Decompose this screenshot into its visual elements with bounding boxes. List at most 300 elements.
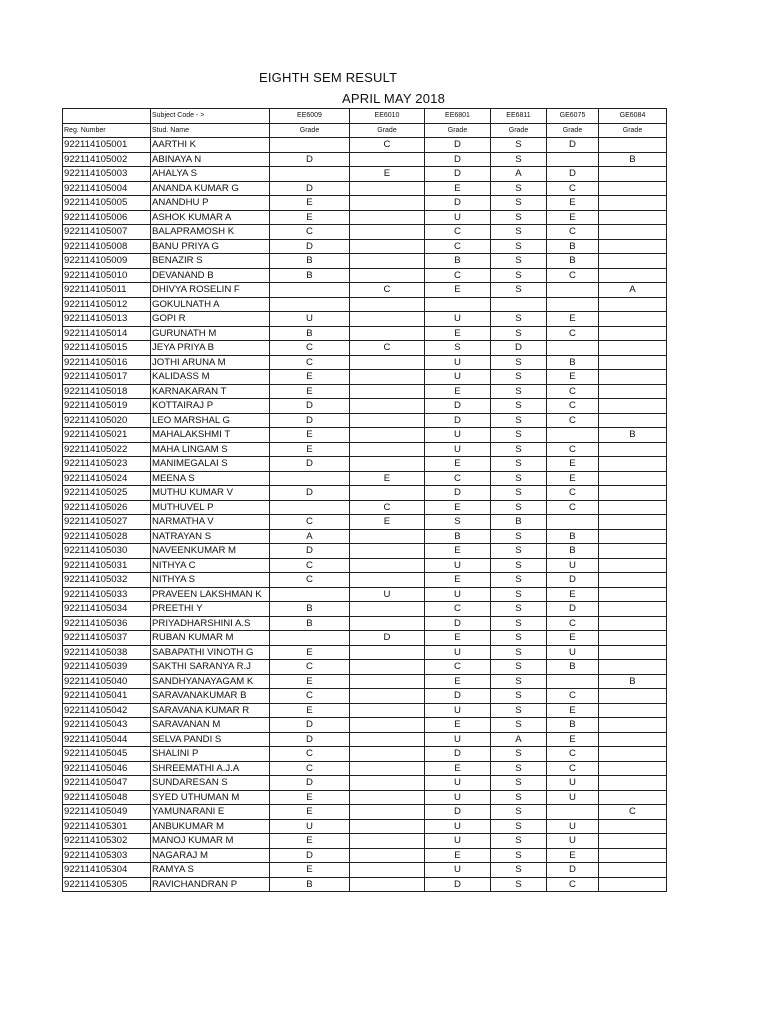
grade-ee6009-cell: D: [270, 413, 350, 428]
grade-ee6801-cell: U: [425, 645, 491, 660]
grade-ee6009-cell: [270, 500, 350, 515]
student-name-cell: ANANDA KUMAR G: [151, 181, 270, 196]
grade-ge6075-cell: E: [547, 196, 599, 211]
grade-ee6010-cell: C: [350, 341, 425, 356]
table-row: [63, 312, 667, 327]
table-row: [63, 761, 667, 776]
grade-ee6010-cell: [350, 297, 425, 312]
student-name-cell: YAMUNARANI E: [151, 805, 270, 820]
grade-ee6009-cell: E: [270, 645, 350, 660]
grade-ee6811-cell: S: [491, 616, 547, 631]
table-row: [63, 239, 667, 254]
grade-ge6084-cell: [599, 167, 667, 182]
grade-ee6801-cell: B: [425, 529, 491, 544]
table-row: [63, 138, 667, 153]
grade-ee6801-cell: C: [425, 225, 491, 240]
grade-ee6009-cell: B: [270, 877, 350, 892]
grade-ge6084-cell: [599, 863, 667, 878]
grade-ge6084-cell: [599, 254, 667, 269]
grade-ge6084-cell: [599, 297, 667, 312]
grade-ee6009-cell: E: [270, 196, 350, 211]
grade-ee6009-cell: E: [270, 863, 350, 878]
reg-number-cell: 922114105031: [63, 558, 151, 573]
grade-header: Grade: [491, 123, 547, 138]
student-name-cell: GOPI R: [151, 312, 270, 327]
grade-ee6009-cell: [270, 167, 350, 182]
student-name-cell: MAHALAKSHMI T: [151, 428, 270, 443]
grade-ee6010-cell: U: [350, 587, 425, 602]
grade-ee6010-cell: [350, 776, 425, 791]
table-row: [63, 790, 667, 805]
student-name-cell: KOTTAIRAJ P: [151, 399, 270, 414]
grade-ge6075-cell: E: [547, 848, 599, 863]
grade-header: Grade: [350, 123, 425, 138]
grade-ee6801-cell: U: [425, 587, 491, 602]
student-name-cell: ABINAYA N: [151, 152, 270, 167]
grade-ge6075-cell: E: [547, 732, 599, 747]
table-row: [63, 689, 667, 704]
subject-code-ge6084: GE6084: [599, 109, 667, 124]
grade-ee6811-cell: S: [491, 399, 547, 414]
grade-ee6811-cell: B: [491, 515, 547, 530]
grade-ee6801-cell: D: [425, 413, 491, 428]
grade-ee6010-cell: [350, 152, 425, 167]
grade-ge6084-cell: [599, 196, 667, 211]
grade-ee6811-cell: S: [491, 239, 547, 254]
grade-ge6084-cell: [599, 370, 667, 385]
reg-number-cell: 922114105007: [63, 225, 151, 240]
grade-ee6009-cell: B: [270, 326, 350, 341]
grade-ee6801-cell: U: [425, 428, 491, 443]
student-name-cell: AHALYA S: [151, 167, 270, 182]
grade-ee6009-cell: C: [270, 761, 350, 776]
student-name-cell: RAVICHANDRAN P: [151, 877, 270, 892]
grade-ge6075-cell: C: [547, 225, 599, 240]
table-row: [63, 674, 667, 689]
grade-ee6010-cell: [350, 834, 425, 849]
results-table: [62, 108, 667, 892]
grade-ge6075-cell: C: [547, 399, 599, 414]
reg-number-cell: 922114105028: [63, 529, 151, 544]
reg-number-cell: 922114105013: [63, 312, 151, 327]
student-name-cell: SELVA PANDI S: [151, 732, 270, 747]
reg-number-cell: 922114105008: [63, 239, 151, 254]
grade-ee6009-cell: D: [270, 486, 350, 501]
grade-ge6075-cell: D: [547, 138, 599, 153]
grade-ge6084-cell: [599, 399, 667, 414]
reg-number-cell: 922114105302: [63, 834, 151, 849]
grade-ge6084-cell: [599, 413, 667, 428]
grade-ee6811-cell: S: [491, 428, 547, 443]
grade-ge6075-cell: U: [547, 776, 599, 791]
grade-ge6075-cell: C: [547, 689, 599, 704]
grade-ee6010-cell: E: [350, 471, 425, 486]
grade-ee6811-cell: S: [491, 674, 547, 689]
grade-ee6801-cell: U: [425, 370, 491, 385]
grade-ee6801-cell: S: [425, 515, 491, 530]
grade-ee6811-cell: S: [491, 660, 547, 675]
grade-ee6811-cell: S: [491, 558, 547, 573]
grade-ee6010-cell: [350, 790, 425, 805]
grade-ee6009-cell: E: [270, 384, 350, 399]
table-row: [63, 225, 667, 240]
reg-number-cell: 922114105006: [63, 210, 151, 225]
grade-ge6084-cell: [599, 558, 667, 573]
table-row: [63, 181, 667, 196]
grade-ee6010-cell: [350, 732, 425, 747]
table-row: [63, 500, 667, 515]
grade-ee6811-cell: S: [491, 486, 547, 501]
grade-ee6801-cell: U: [425, 558, 491, 573]
grade-ee6811-cell: S: [491, 254, 547, 269]
grade-ge6075-cell: E: [547, 457, 599, 472]
grade-ee6801-cell: C: [425, 239, 491, 254]
student-name-cell: JEYA PRIYA B: [151, 341, 270, 356]
grade-ge6075-cell: C: [547, 500, 599, 515]
grade-ee6009-cell: U: [270, 819, 350, 834]
grade-ee6010-cell: [350, 399, 425, 414]
grade-ee6801-cell: E: [425, 384, 491, 399]
grade-ee6009-cell: [270, 471, 350, 486]
grade-ge6084-cell: [599, 645, 667, 660]
grade-ge6084-cell: [599, 660, 667, 675]
grade-ge6075-cell: B: [547, 254, 599, 269]
grade-ee6801-cell: U: [425, 442, 491, 457]
grade-ge6075-cell: U: [547, 819, 599, 834]
grade-ge6075-cell: [547, 805, 599, 820]
grade-ee6010-cell: [350, 196, 425, 211]
grade-ge6075-cell: [547, 515, 599, 530]
table-row: [63, 210, 667, 225]
grade-ee6801-cell: U: [425, 703, 491, 718]
grade-ee6811-cell: S: [491, 471, 547, 486]
grade-ge6075-cell: C: [547, 326, 599, 341]
grade-ee6811-cell: S: [491, 384, 547, 399]
grade-ge6084-cell: [599, 848, 667, 863]
table-row: [63, 167, 667, 182]
reg-number-cell: 922114105016: [63, 355, 151, 370]
grade-ee6801-cell: D: [425, 747, 491, 762]
grade-ge6084-cell: [599, 225, 667, 240]
table-row: [63, 384, 667, 399]
grade-ge6075-cell: U: [547, 558, 599, 573]
student-name-cell: SABAPATHI VINOTH G: [151, 645, 270, 660]
grade-ee6811-cell: S: [491, 283, 547, 298]
grade-ee6811-cell: S: [491, 718, 547, 733]
grade-ee6811-cell: S: [491, 573, 547, 588]
grade-ee6009-cell: D: [270, 848, 350, 863]
grade-ge6084-cell: [599, 718, 667, 733]
grade-ee6010-cell: [350, 428, 425, 443]
grade-ge6084-cell: [599, 877, 667, 892]
grade-ee6811-cell: S: [491, 529, 547, 544]
subject-code-row: [63, 109, 667, 124]
student-name-cell: NAGARAJ M: [151, 848, 270, 863]
grade-ge6084-cell: [599, 326, 667, 341]
grade-ge6075-cell: B: [547, 718, 599, 733]
reg-number-cell: 922114105048: [63, 790, 151, 805]
reg-number-cell: 922114105001: [63, 138, 151, 153]
reg-number-cell: 922114105011: [63, 283, 151, 298]
grade-ge6075-cell: D: [547, 863, 599, 878]
table-row: [63, 877, 667, 892]
reg-number-cell: 922114105027: [63, 515, 151, 530]
grade-ee6801-cell: D: [425, 196, 491, 211]
grade-ee6811-cell: S: [491, 413, 547, 428]
table-row: [63, 486, 667, 501]
grade-ee6811-cell: S: [491, 544, 547, 559]
grade-ee6811-cell: S: [491, 848, 547, 863]
column-header-row: [63, 123, 667, 138]
table-row: [63, 254, 667, 269]
grade-header: Grade: [547, 123, 599, 138]
grade-ge6084-cell: [599, 210, 667, 225]
grade-header: Grade: [425, 123, 491, 138]
grade-ge6084-cell: [599, 819, 667, 834]
grade-ee6811-cell: S: [491, 877, 547, 892]
grade-ee6010-cell: [350, 558, 425, 573]
grade-ee6801-cell: E: [425, 631, 491, 646]
grade-ge6075-cell: E: [547, 703, 599, 718]
student-name-cell: SAKTHI SARANYA R.J: [151, 660, 270, 675]
grade-ee6811-cell: S: [491, 819, 547, 834]
grade-ee6010-cell: E: [350, 167, 425, 182]
subject-code-ee6811: EE6811: [491, 109, 547, 124]
grade-ee6010-cell: [350, 544, 425, 559]
grade-ee6009-cell: C: [270, 355, 350, 370]
grade-ee6801-cell: C: [425, 602, 491, 617]
grade-ee6811-cell: S: [491, 152, 547, 167]
grade-ge6075-cell: [547, 297, 599, 312]
table-row: [63, 587, 667, 602]
grade-ee6811-cell: S: [491, 747, 547, 762]
student-name-cell: NARMATHA V: [151, 515, 270, 530]
grade-ee6009-cell: D: [270, 776, 350, 791]
student-name-cell: PREETHI Y: [151, 602, 270, 617]
student-name-cell: KALIDASS M: [151, 370, 270, 385]
grade-ge6075-cell: E: [547, 587, 599, 602]
reg-number-cell: 922114105003: [63, 167, 151, 182]
grade-ge6084-cell: B: [599, 674, 667, 689]
grade-ge6084-cell: [599, 138, 667, 153]
reg-number-cell: 922114105020: [63, 413, 151, 428]
grade-ge6075-cell: B: [547, 239, 599, 254]
grade-ge6075-cell: [547, 283, 599, 298]
student-name-cell: MANOJ KUMAR M: [151, 834, 270, 849]
grade-ge6084-cell: [599, 268, 667, 283]
grade-ge6075-cell: D: [547, 167, 599, 182]
grade-ee6010-cell: [350, 747, 425, 762]
grade-ge6084-cell: [599, 312, 667, 327]
grade-ge6075-cell: D: [547, 602, 599, 617]
grade-ee6811-cell: S: [491, 602, 547, 617]
grade-ee6009-cell: C: [270, 341, 350, 356]
grade-ee6811-cell: S: [491, 210, 547, 225]
grade-ge6075-cell: [547, 674, 599, 689]
grade-ee6010-cell: [350, 326, 425, 341]
grade-ge6084-cell: [599, 703, 667, 718]
grade-ee6811-cell: S: [491, 703, 547, 718]
grade-ee6009-cell: C: [270, 225, 350, 240]
grade-ge6075-cell: B: [547, 544, 599, 559]
grade-ge6075-cell: U: [547, 834, 599, 849]
grade-ee6811-cell: S: [491, 196, 547, 211]
grade-ge6084-cell: [599, 689, 667, 704]
reg-number-cell: 922114105047: [63, 776, 151, 791]
grade-ee6010-cell: [350, 602, 425, 617]
grade-ge6075-cell: E: [547, 210, 599, 225]
header-blank-cell: [63, 109, 151, 124]
table-row: [63, 660, 667, 675]
table-row: [63, 602, 667, 617]
grade-ee6009-cell: B: [270, 254, 350, 269]
grade-ee6009-cell: D: [270, 399, 350, 414]
grade-ee6801-cell: U: [425, 312, 491, 327]
grade-ee6811-cell: S: [491, 790, 547, 805]
grade-ee6801-cell: E: [425, 500, 491, 515]
grade-ee6010-cell: C: [350, 500, 425, 515]
grade-ee6010-cell: [350, 384, 425, 399]
grade-ee6801-cell: D: [425, 486, 491, 501]
grade-ee6801-cell: B: [425, 254, 491, 269]
grade-ee6801-cell: U: [425, 819, 491, 834]
grade-ee6009-cell: D: [270, 457, 350, 472]
grade-ee6010-cell: [350, 645, 425, 660]
grade-ee6801-cell: U: [425, 355, 491, 370]
grade-ee6801-cell: U: [425, 776, 491, 791]
grade-ge6084-cell: [599, 573, 667, 588]
student-name-cell: PRAVEEN LAKSHMAN K: [151, 587, 270, 602]
reg-number-cell: 922114105038: [63, 645, 151, 660]
grade-ee6010-cell: [350, 268, 425, 283]
grade-ee6811-cell: S: [491, 457, 547, 472]
grade-ee6811-cell: A: [491, 167, 547, 182]
table-row: [63, 805, 667, 820]
grade-ee6801-cell: C: [425, 471, 491, 486]
grade-ge6075-cell: U: [547, 790, 599, 805]
grade-ee6009-cell: D: [270, 732, 350, 747]
grade-ge6075-cell: [547, 152, 599, 167]
table-row: [63, 703, 667, 718]
grade-ge6084-cell: [599, 384, 667, 399]
grade-ee6811-cell: S: [491, 631, 547, 646]
grade-ee6801-cell: C: [425, 660, 491, 675]
grade-ee6009-cell: [270, 283, 350, 298]
grade-ge6084-cell: [599, 457, 667, 472]
grade-ee6811-cell: S: [491, 587, 547, 602]
table-row: [63, 573, 667, 588]
grade-ge6084-cell: [599, 834, 667, 849]
grade-ee6801-cell: D: [425, 805, 491, 820]
grade-ee6010-cell: [350, 529, 425, 544]
table-row: [63, 428, 667, 443]
reg-number-header: Reg. Number: [63, 123, 151, 138]
grade-ee6811-cell: A: [491, 732, 547, 747]
grade-ee6009-cell: E: [270, 790, 350, 805]
grade-ge6084-cell: [599, 486, 667, 501]
grade-ee6009-cell: E: [270, 834, 350, 849]
table-row: [63, 355, 667, 370]
grade-ee6010-cell: [350, 370, 425, 385]
grade-ee6801-cell: D: [425, 152, 491, 167]
grade-ge6075-cell: C: [547, 268, 599, 283]
grade-header: Grade: [270, 123, 350, 138]
grade-ee6801-cell: E: [425, 181, 491, 196]
table-row: [63, 718, 667, 733]
grade-ge6075-cell: C: [547, 413, 599, 428]
grade-ee6010-cell: [350, 718, 425, 733]
grade-ee6010-cell: [350, 674, 425, 689]
grade-ge6084-cell: [599, 616, 667, 631]
grade-ee6009-cell: E: [270, 442, 350, 457]
table-row: [63, 747, 667, 762]
student-name-cell: RUBAN KUMAR M: [151, 631, 270, 646]
reg-number-cell: 922114105017: [63, 370, 151, 385]
grade-ee6801-cell: D: [425, 877, 491, 892]
subject-code-ee6801: EE6801: [425, 109, 491, 124]
grade-ee6009-cell: [270, 297, 350, 312]
student-name-cell: SYED UTHUMAN M: [151, 790, 270, 805]
grade-ee6009-cell: D: [270, 544, 350, 559]
grade-ge6075-cell: C: [547, 181, 599, 196]
grade-ee6811-cell: S: [491, 805, 547, 820]
student-name-cell: DHIVYA ROSELIN F: [151, 283, 270, 298]
subject-code-label: Subject Code - >: [151, 109, 270, 124]
table-row: [63, 283, 667, 298]
grade-ee6811-cell: S: [491, 776, 547, 791]
table-row: [63, 413, 667, 428]
grade-ee6811-cell: S: [491, 326, 547, 341]
grade-ee6009-cell: B: [270, 602, 350, 617]
grade-ge6075-cell: [547, 341, 599, 356]
student-name-cell: RAMYA S: [151, 863, 270, 878]
table-row: [63, 863, 667, 878]
student-name-cell: ANBUKUMAR M: [151, 819, 270, 834]
grade-ee6010-cell: [350, 312, 425, 327]
grade-ge6075-cell: B: [547, 355, 599, 370]
grade-ee6010-cell: C: [350, 283, 425, 298]
subject-code-ge6075: GE6075: [547, 109, 599, 124]
student-name-header: Stud. Name: [151, 123, 270, 138]
grade-ee6811-cell: S: [491, 370, 547, 385]
grade-ge6075-cell: E: [547, 370, 599, 385]
table-row: [63, 515, 667, 530]
reg-number-cell: 922114105025: [63, 486, 151, 501]
grade-ee6811-cell: S: [491, 863, 547, 878]
grade-ee6801-cell: [425, 297, 491, 312]
grade-ee6010-cell: [350, 457, 425, 472]
reg-number-cell: 922114105024: [63, 471, 151, 486]
grade-ee6010-cell: [350, 181, 425, 196]
grade-ge6084-cell: [599, 181, 667, 196]
student-name-cell: SARAVANAKUMAR B: [151, 689, 270, 704]
grade-ee6009-cell: B: [270, 268, 350, 283]
grade-ge6084-cell: [599, 442, 667, 457]
grade-ee6010-cell: [350, 703, 425, 718]
grade-ee6811-cell: [491, 297, 547, 312]
grade-ee6801-cell: E: [425, 848, 491, 863]
grade-ee6811-cell: S: [491, 181, 547, 196]
table-row: [63, 544, 667, 559]
grade-ge6075-cell: C: [547, 442, 599, 457]
grade-ee6801-cell: U: [425, 210, 491, 225]
reg-number-cell: 922114105002: [63, 152, 151, 167]
reg-number-cell: 922114105044: [63, 732, 151, 747]
grade-ge6075-cell: E: [547, 631, 599, 646]
grade-ee6801-cell: E: [425, 573, 491, 588]
grade-ee6801-cell: E: [425, 761, 491, 776]
grade-ge6084-cell: [599, 631, 667, 646]
